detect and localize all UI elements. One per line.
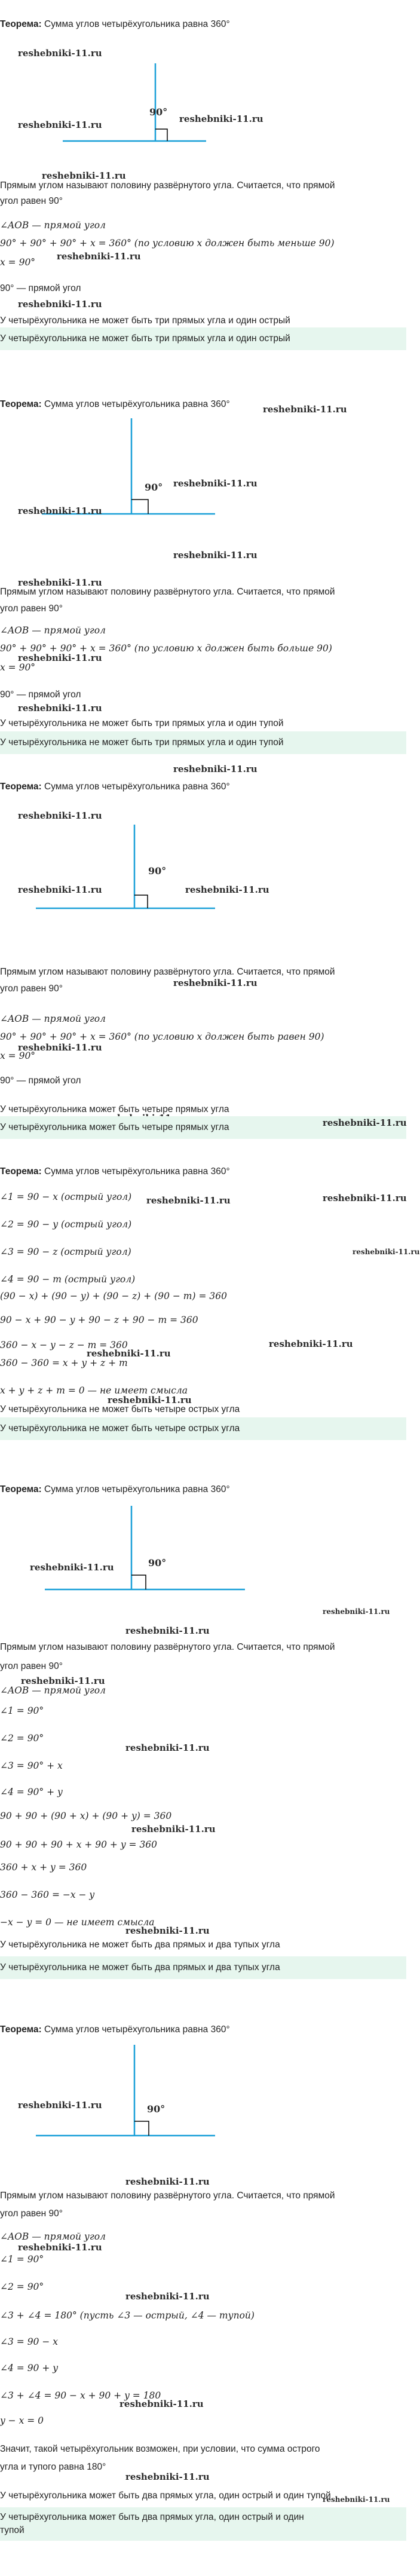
text-line: Прямым углом называют половину развёрнутого угла. Считается, что прямой	[0, 1642, 335, 1652]
text-line: угол равен 90°	[0, 196, 63, 206]
watermark: reshebniki-11.ru	[18, 884, 102, 895]
answer-line: тупой	[0, 2525, 24, 2535]
text-line: 360 − 360 = x + y + z + m	[0, 1358, 128, 1368]
watermark: reshebniki-11.ru	[179, 114, 263, 124]
right-angle-figure	[0, 1500, 406, 1601]
text-line: −x − y = 0 — не имеет смысла	[0, 1917, 155, 1928]
text-line: 90 + 90 + 90 + x + 90 + y = 360	[0, 1839, 158, 1850]
text-line: ∠3 + ∠4 = 180° (пусть ∠3 — острый, ∠4 — тупой)	[0, 2310, 255, 2321]
watermark: reshebniki-11.ru	[18, 577, 102, 588]
theorem-line: Теорема: Сумма углов четырёхугольника равна 360°	[0, 1166, 230, 1177]
answer-box: У четырёхугольника не может быть три прямых угла и один острый	[0, 327, 406, 350]
watermark: reshebniki-11.ru	[263, 404, 347, 415]
theorem-line: Теорема: Сумма углов четырёхугольника равна 360°	[0, 19, 230, 29]
text-line: (90 − x) + (90 − y) + (90 − z) + (90 − m) = 360	[0, 1291, 227, 1301]
watermark: reshebniki-11.ru	[18, 2100, 102, 2111]
watermark: reshebniki-11.ru	[108, 1395, 192, 1405]
answer-box: У четырёхугольника может быть четыре прямых угла	[0, 1116, 406, 1139]
text-line: 90° — прямой угол	[0, 1076, 81, 1086]
theorem-line: Теорема: Сумма углов четырёхугольника равна 360°	[0, 1484, 230, 1494]
text-line: 90° — прямой угол	[0, 690, 81, 700]
angle-label: 90°	[148, 1557, 167, 1569]
watermark: reshebniki-11.ru	[18, 506, 102, 516]
answer-box	[0, 2507, 406, 2541]
text-line: ∠1 = 90 − x (острый угол)	[0, 1191, 132, 1202]
watermark: reshebniki-11.ru	[18, 2242, 102, 2253]
text-line: ∠AOB — прямой угол	[0, 1685, 106, 1696]
right-angle-figure	[0, 2039, 406, 2146]
text-line: У четырёхугольника не может быть четыре острых угла	[0, 1404, 240, 1414]
text-line: 360 − x − y − z − m = 360	[0, 1340, 128, 1350]
watermark: reshebniki-11.ru	[87, 1348, 171, 1359]
watermark: reshebniki-11.ru	[125, 2176, 210, 2187]
right-angle-figure	[0, 57, 406, 153]
text-line: ∠2 = 90°	[0, 1733, 44, 1744]
watermark: reshebniki-11.ru	[18, 48, 102, 59]
watermark: reshebniki-11.ru	[173, 978, 257, 988]
angle-label: 90°	[147, 2103, 165, 2115]
watermark: reshebniki-11.ru	[18, 810, 102, 821]
text-line: ∠AOB — прямой угол	[0, 1013, 106, 1024]
text-line: x = 90°	[0, 257, 36, 268]
text-line: 360 + x + y = 360	[0, 1862, 87, 1873]
text-line: 90° + 90° + 90° + x = 360° (по условию x должен быть равен 90)	[0, 1031, 324, 1042]
text-line: угол равен 90°	[0, 984, 63, 994]
text-line: 90° + 90° + 90° + x = 360° (по условию x должен быть меньше 90)	[0, 238, 335, 249]
right-angle-figure	[0, 819, 406, 920]
text-line: ∠1 = 90°	[0, 2254, 44, 2265]
watermark: reshebniki-11.ru	[323, 1193, 407, 1203]
angle-label: 90°	[145, 482, 163, 493]
answer-line: У четырёхугольника может быть два прямых угла, один острый и один	[0, 2512, 304, 2522]
answer-box: У четырёхугольника не может быть два прямых и два тупых угла	[0, 1956, 406, 1979]
answer-box: У четырёхугольника не может быть три прямых угла и один тупой	[0, 731, 406, 754]
text-line: Прямым углом называют половину развёрнутого угла. Считается, что прямой	[0, 2191, 335, 2201]
text-line: ∠4 = 90 − m (острый угол)	[0, 1274, 136, 1285]
watermark: reshebniki-11.ru	[57, 251, 141, 262]
text-line: ∠3 + ∠4 = 90 − x + 90 + y = 180	[0, 2390, 161, 2401]
watermark: reshebniki-11.ru	[173, 764, 257, 774]
text-line: У четырёхугольника не может быть два прямых и два тупых угла	[0, 1940, 280, 1950]
watermark: reshebniki-11.ru	[173, 478, 257, 489]
angle-label: 90°	[148, 865, 167, 877]
watermark: reshebniki-11.ru	[18, 120, 102, 130]
text-line: ∠AOB — прямой угол	[0, 220, 106, 231]
text-line: У четырёхугольника не может быть три прямых угла и один острый	[0, 316, 290, 326]
text-line: ∠2 = 90°	[0, 2281, 44, 2292]
watermark: reshebniki-11.ru	[30, 1562, 114, 1573]
watermark: reshebniki-11.ru	[18, 299, 102, 310]
text-line: У четырёхугольника может быть четыре прямых угла	[0, 1104, 229, 1114]
text-line: ∠4 = 90° + y	[0, 1787, 63, 1797]
text-line: x = 90°	[0, 662, 36, 673]
text-line: Прямым углом называют половину развёрнутого угла. Считается, что прямой	[0, 180, 335, 191]
watermark: reshebniki-11.ru	[131, 1824, 216, 1834]
watermark: reshebniki-11.ru	[18, 1042, 102, 1053]
watermark: reshebniki-11.ru	[323, 1117, 407, 1128]
text-line: x = 90°	[0, 1050, 36, 1061]
watermark: reshebniki-11.ru	[146, 1195, 231, 1206]
text-line: Прямым углом называют половину развёрнутого угла. Считается, что прямой	[0, 587, 335, 597]
text-line: ∠3 = 90 − x	[0, 2336, 58, 2347]
text-line: 90° — прямой угол	[0, 283, 81, 293]
text-line: y − x = 0	[0, 2415, 44, 2426]
text-line: ∠2 = 90 − y (острый угол)	[0, 1219, 132, 1230]
watermark: reshebniki-11.ru	[185, 884, 269, 895]
text-line: ∠1 = 90°	[0, 1705, 44, 1716]
text-line: 360 − 360 = −x − y	[0, 1889, 95, 1900]
text-line: x + y + z + m = 0 — не имеет смысла	[0, 1385, 188, 1396]
text-line: угол равен 90°	[0, 604, 63, 614]
text-line: ∠AOB — прямой угол	[0, 625, 106, 636]
angle-label: 90°	[149, 106, 168, 118]
watermark: reshebniki-11.ru	[18, 653, 102, 663]
watermark: reshebniki-11.ru	[323, 1607, 390, 1616]
text-line: ∠3 = 90 − z (острый угол)	[0, 1246, 131, 1257]
theorem-line: Теорема: Сумма углов четырёхугольника равна 360°	[0, 399, 230, 409]
text-line: угол равен 90°	[0, 1661, 63, 1671]
text-line: Значит, такой четырёхугольник возможен, при условии, что сумма острого	[0, 2444, 320, 2454]
text-line: У четырёхугольника может быть два прямых угла, один острый и один тупой	[0, 2491, 331, 2501]
watermark: reshebniki-11.ru	[119, 2399, 204, 2409]
watermark: reshebniki-11.ru	[352, 1248, 420, 1256]
text-line: ∠4 = 90 + y	[0, 2363, 59, 2373]
text-line: ∠AOB — прямой угол	[0, 2231, 106, 2242]
watermark: reshebniki-11.ru	[42, 170, 126, 181]
text-line: 90 − x + 90 − y + 90 − z + 90 − m = 360	[0, 1315, 198, 1325]
text-line: 90 + 90 + (90 + x) + (90 + y) = 360	[0, 1811, 172, 1821]
theorem-line: Теорема: Сумма углов четырёхугольника равна 360°	[0, 782, 230, 792]
theorem-line: Теорема: Сумма углов четырёхугольника равна 360°	[0, 2024, 230, 2035]
text-line: ∠3 = 90° + x	[0, 1760, 63, 1771]
watermark: reshebniki-11.ru	[269, 1338, 353, 1349]
watermark: reshebniki-11.ru	[125, 2291, 210, 2302]
watermark: reshebniki-11.ru	[173, 550, 257, 560]
text-line: угол равен 90°	[0, 2209, 63, 2219]
text-line: Прямым углом называют половину развёрнутого угла. Считается, что прямой	[0, 967, 335, 977]
text-line: У четырёхугольника не может быть три прямых угла и один тупой	[0, 718, 284, 728]
answer-box: У четырёхугольника не может быть четыре острых угла	[0, 1417, 406, 1440]
watermark: reshebniki-11.ru	[125, 1742, 210, 1753]
text-line: 90° + 90° + 90° + x = 360° (по условию x должен быть больше 90)	[0, 643, 332, 654]
watermark: reshebniki-11.ru	[21, 1676, 105, 1686]
watermark: reshebniki-11.ru	[323, 2495, 390, 2504]
watermark: reshebniki-11.ru	[125, 1625, 210, 1636]
watermark: reshebniki-11.ru	[18, 703, 102, 713]
text-line: угла и тупого равна 180°	[0, 2462, 106, 2472]
watermark: reshebniki-11.ru	[125, 2471, 210, 2482]
watermark: reshebniki-11.ru	[125, 1925, 210, 1936]
